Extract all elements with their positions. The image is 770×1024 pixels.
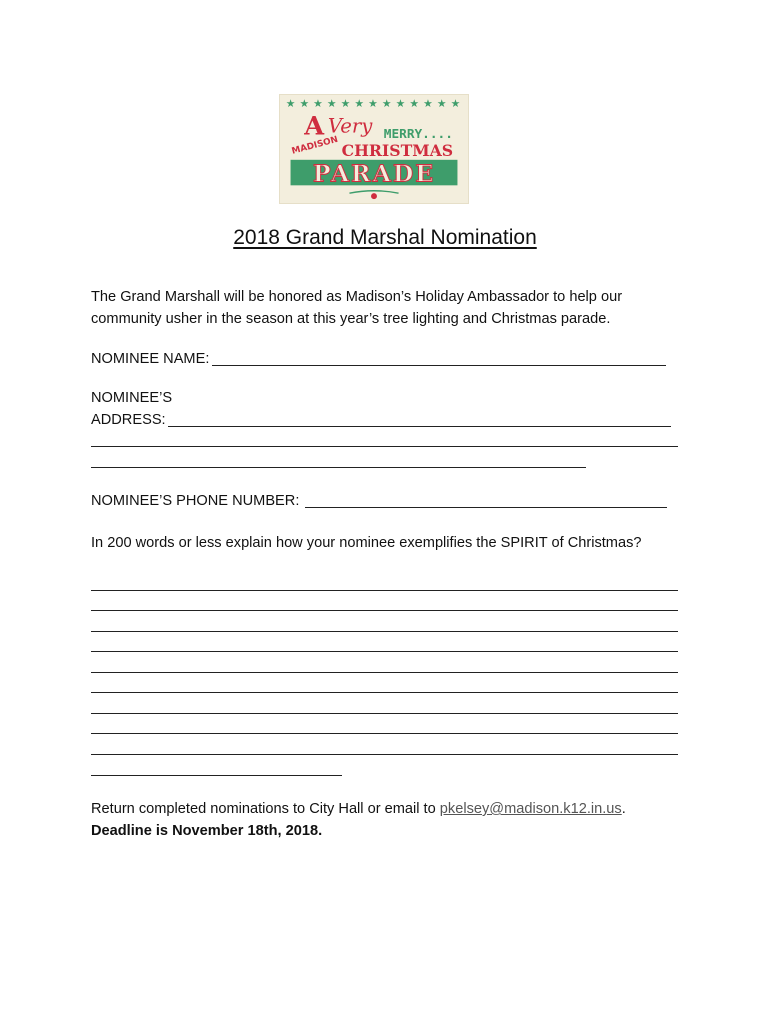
parade-logo-graphic xyxy=(280,95,468,203)
svg-text:★: ★ xyxy=(354,96,365,110)
nominee-address-field-3[interactable] xyxy=(91,467,586,468)
essay-line[interactable] xyxy=(91,733,678,734)
svg-text:★: ★ xyxy=(381,96,392,110)
svg-text:★: ★ xyxy=(409,96,420,110)
svg-text:★: ★ xyxy=(340,96,351,110)
return-period: . xyxy=(621,801,626,817)
intro-line-1: The Grand Marshall will be honored as Madison’s Holiday Ambassador to help our xyxy=(91,289,623,305)
parade-logo xyxy=(279,94,469,204)
essay-line[interactable] xyxy=(91,672,678,673)
svg-text:MERRY....: MERRY.... xyxy=(383,127,453,143)
nominee-address-field-1[interactable] xyxy=(168,426,671,427)
svg-text:PARADE: PARADE xyxy=(312,159,436,188)
svg-text:★: ★ xyxy=(313,96,323,110)
svg-text:★: ★ xyxy=(436,96,447,110)
svg-text:★: ★ xyxy=(423,96,433,110)
nominee-address-field-2[interactable] xyxy=(91,446,678,447)
nominee-name-label: NOMINEE NAME: xyxy=(91,351,210,367)
essay-line[interactable] xyxy=(91,713,678,714)
essay-line[interactable] xyxy=(91,754,678,755)
svg-text:A: A xyxy=(304,111,325,142)
svg-text:★: ★ xyxy=(368,96,378,110)
return-instructions xyxy=(91,798,626,820)
svg-text:CHRISTMAS: CHRISTMAS xyxy=(341,140,454,160)
spirit-question: In 200 words or less explain how your nominee exemplifies the SPIRIT of Christmas? xyxy=(91,535,642,551)
svg-text:MADISON: MADISON xyxy=(290,134,340,157)
return-text: Return completed nominations to City Hall or email to xyxy=(91,801,440,817)
svg-text:★: ★ xyxy=(450,96,461,110)
essay-line-short[interactable] xyxy=(91,775,342,776)
svg-text:★: ★ xyxy=(326,96,337,110)
deadline: Deadline is November 18th, 2018. xyxy=(91,823,323,839)
svg-text:Very: Very xyxy=(327,114,373,138)
essay-line[interactable] xyxy=(91,610,678,611)
page-title: 2018 Grand Marshal Nomination xyxy=(233,226,537,249)
nominee-name-field[interactable] xyxy=(212,365,666,366)
essay-line[interactable] xyxy=(91,590,678,591)
email-link[interactable]: pkelsey@madison.k12.in.us xyxy=(439,801,622,817)
essay-line[interactable] xyxy=(91,631,678,632)
nominee-phone-field[interactable] xyxy=(305,507,667,508)
essay-line[interactable] xyxy=(91,651,678,652)
intro-line-2: community usher in the season at this year’s tree lighting and Christmas parade. xyxy=(91,311,611,327)
svg-text:★: ★ xyxy=(395,96,406,110)
essay-line[interactable] xyxy=(91,692,678,693)
svg-text:★: ★ xyxy=(299,96,310,110)
nominee-phone-label: NOMINEE’S PHONE NUMBER: xyxy=(91,493,300,509)
nominee-address-label-line1: NOMINEE’S xyxy=(91,390,173,406)
nominee-address-label-line2: ADDRESS: xyxy=(91,412,166,428)
svg-text:★: ★ xyxy=(285,96,296,110)
